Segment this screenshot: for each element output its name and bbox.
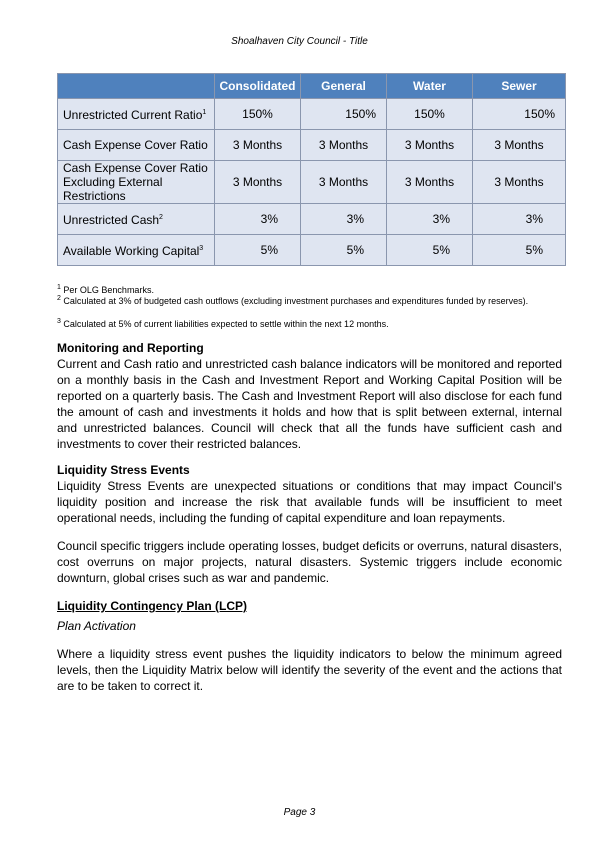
footnote: $^1$ Per OLG Benchmarks. (57, 284, 154, 295)
column-header: General (301, 74, 387, 99)
table-row (58, 161, 566, 204)
table-cell: 150% (215, 99, 301, 130)
table-cell: 3% (215, 204, 301, 235)
paragraph: Council specific triggers include operating losses, budget deficits or overruns, natural disasters, cost overruns on major projects, natural disasters. Systemic triggers include economic downturn, global crises such as war and pandemic. (57, 539, 562, 585)
column-header (58, 74, 215, 99)
column-header: Sewer (473, 74, 566, 99)
row-label: Available Working Capital$^3$ (58, 235, 215, 266)
footnote-ref: 3 (199, 245, 204, 252)
table-cell: 5% (387, 235, 473, 266)
paragraph: Where a liquidity stress event pushes the liquidity indicators to below the minimum agreed levels, then the Liquidity Matrix below will identify the severity of the event and the actions that are to be taken to correct it. (57, 647, 562, 693)
table-header-row (58, 74, 566, 99)
table-row (58, 204, 566, 235)
table-cell: 3 Months (301, 130, 387, 161)
table-cell: 150% (473, 99, 566, 130)
table-cell: 5% (301, 235, 387, 266)
footnote: $^3$ Calculated at 5% of current liabilities expected to settle within the next 12 months. (57, 318, 389, 329)
page-header: Shoalhaven City Council - Title (231, 36, 368, 47)
table-row (58, 130, 566, 161)
table-cell: 3 Months (473, 161, 566, 204)
table-cell: 3% (301, 204, 387, 235)
table-cell: 3 Months (387, 161, 473, 204)
sub-heading: Plan Activation (57, 619, 136, 633)
paragraph: Liquidity Stress Events are unexpected situations or conditions that may impact Council's liquidity position and increase the risk that available funds will be insufficient to meet operational needs, including the funding of capital expenditure and loan repayments. (57, 479, 562, 525)
table-cell: 3 Months (301, 161, 387, 204)
table-cell: 3% (387, 204, 473, 235)
section-heading: Liquidity Stress Events (57, 463, 190, 477)
table-row (58, 235, 566, 266)
page-number: Page 3 (283, 807, 316, 818)
table-cell: 150% (301, 99, 387, 130)
column-header: Water (387, 74, 473, 99)
row-label: Unrestricted Current Ratio$^1$ (58, 99, 215, 130)
table-cell: 150% (387, 99, 473, 130)
section-heading: Liquidity Contingency Plan (LCP) (57, 599, 247, 613)
row-label: Cash Expense Cover Ratio (58, 130, 215, 161)
section-heading: Monitoring and Reporting (57, 341, 204, 355)
footnote: $^2$ Calculated at 3% of budgeted cash outflows (excluding investment purchases and expenditures funded by reserves). (57, 295, 529, 306)
table-cell: 3% (473, 204, 566, 235)
table-cell: 3 Months (387, 130, 473, 161)
table-cell: 3 Months (473, 130, 566, 161)
footnote-ref: 1 (202, 109, 207, 116)
row-label: Unrestricted Cash$^2$ (58, 204, 215, 235)
table-cell: 5% (473, 235, 566, 266)
row-label: Cash Expense Cover Ratio Excluding External Restrictions (58, 161, 215, 204)
column-header: Consolidated (215, 74, 301, 99)
paragraph: Current and Cash ratio and unrestricted cash balance indicators will be monitored and reported on a monthly basis in the Cash and Investment Report and Working Capital Position will be reported on a quarterly basis. The Cash and Investment Report will also disclose for each fund the amount of cash and investments it holds and how that is split between external, internal and unrestricted balances. Council will check that all the funds have sufficient cash and investments to cover their restricted balances. (57, 357, 562, 451)
table-cell: 5% (215, 235, 301, 266)
footnote-ref: 2 (159, 214, 163, 221)
liquidity-benchmarks-table (57, 73, 566, 266)
table-cell: 3 Months (215, 130, 301, 161)
table-cell: 3 Months (215, 161, 301, 204)
table-row (58, 99, 566, 130)
